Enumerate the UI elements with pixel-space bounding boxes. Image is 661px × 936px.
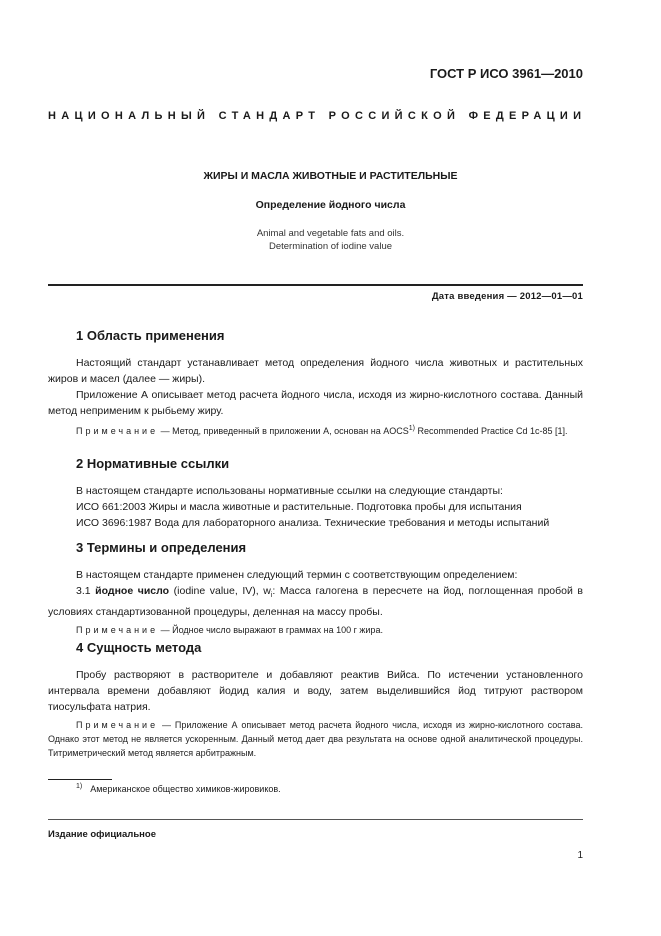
note-label: Примечание (76, 426, 159, 436)
paragraph: Приложение А описывает метод расчета йодного числа, исходя из жирно-кислотного состава. Данный метод неприменим к рыбьему жиру. (48, 389, 583, 417)
note-text: — Приложение А описывает метод расчета йодного числа, исходя из жирно-кислотного состава. Однако этот метод не является ускоренным. Данный метод дает два результата на основе одной аналитической процедуры. Титриметрический метод является арбитражным. (48, 720, 583, 758)
term: йодное число (95, 585, 170, 597)
note-text-continued: Recommended Practice Cd 1c-85 [1]. (414, 426, 568, 436)
term-definition-text-continued: : Масса галогена в пересчете на йод, поглощенная пробой в условиях стандартизованной процедуры, деленная на массу пробы. (48, 585, 584, 619)
footnote-divider (48, 779, 112, 780)
section-scope (48, 328, 583, 438)
paragraph: Настоящий стандарт устанавливает метод определения йодного числа животных и растительных жиров и масел (далее — жиры). (48, 357, 583, 385)
section-terms (48, 540, 583, 637)
note (48, 623, 583, 637)
note-text: — Метод, приведенный в приложении А, основан на AOCS (160, 426, 409, 436)
section-title: 3 Термины и определения (76, 540, 247, 555)
edition-label: Издание официальное (48, 829, 156, 840)
section-method-principle (48, 640, 583, 760)
term-subscript: i (270, 592, 273, 600)
note-label: Примечание (76, 625, 159, 636)
note-label: Примечание (76, 720, 159, 730)
document-title: ЖИРЫ И МАСЛА ЖИВОТНЫЕ И РАСТИТЕЛЬНЫЕ (203, 170, 458, 182)
section-title: 1 Область применения (76, 328, 225, 343)
paragraph: Пробу растворяют в растворителе и добавляют реактив Вийса. По истечении установленного интервала времени добавляют йодид калия и воду, затем выделившийся йод титруют раствором тиосульфата натрия. (48, 669, 583, 713)
term-definition (48, 583, 583, 620)
footnote-mark: 1) (76, 783, 83, 790)
note (48, 718, 583, 760)
footnote-text: Американское общество химиков-жировиков. (90, 784, 281, 794)
english-title-line-2: Determination of iodine value (268, 241, 393, 252)
english-title (0, 227, 661, 253)
note (48, 422, 583, 438)
section-title: 2 Нормативные ссылки (76, 456, 230, 471)
footnote-reference: 1) (408, 425, 415, 432)
reference-item: ИСО 3696:1987 Вода для лабораторного анализа. Технические требования и методы испытаний (76, 517, 550, 529)
title-divider (48, 284, 583, 286)
term-definition-text: (iodine value, IV), w (169, 585, 271, 597)
footer-divider (48, 819, 583, 820)
paragraph: В настоящем стандарте использованы нормативные ссылки на следующие стандарты: (76, 485, 503, 497)
paragraph: В настоящем стандарте применен следующий термин с соответствующим определением: (76, 569, 518, 581)
english-title-line-1: Animal and vegetable fats and oils. (256, 228, 405, 239)
introduction-date: Дата введения — 2012—01—01 (431, 291, 583, 302)
page-number: 1 (577, 850, 583, 861)
document-subtitle: Определение йодного числа (255, 199, 406, 211)
note-text: — Йодное число выражают в граммах на 100 г жира. (160, 625, 383, 636)
reference-item: ИСО 661:2003 Жиры и масла животные и растительные. Подготовка пробы для испытания (76, 501, 522, 513)
section-title: 4 Сущность метода (76, 640, 202, 655)
term-number: 3.1 (76, 585, 96, 597)
national-standard-heading: НАЦИОНАЛЬНЫЙ СТАНДАРТ РОССИЙСКОЙ ФЕДЕРАЦИИ (48, 110, 587, 122)
document-code: ГОСТ Р ИСО 3961—2010 (429, 66, 583, 81)
section-normative-references (48, 456, 583, 531)
footnote (76, 783, 281, 794)
